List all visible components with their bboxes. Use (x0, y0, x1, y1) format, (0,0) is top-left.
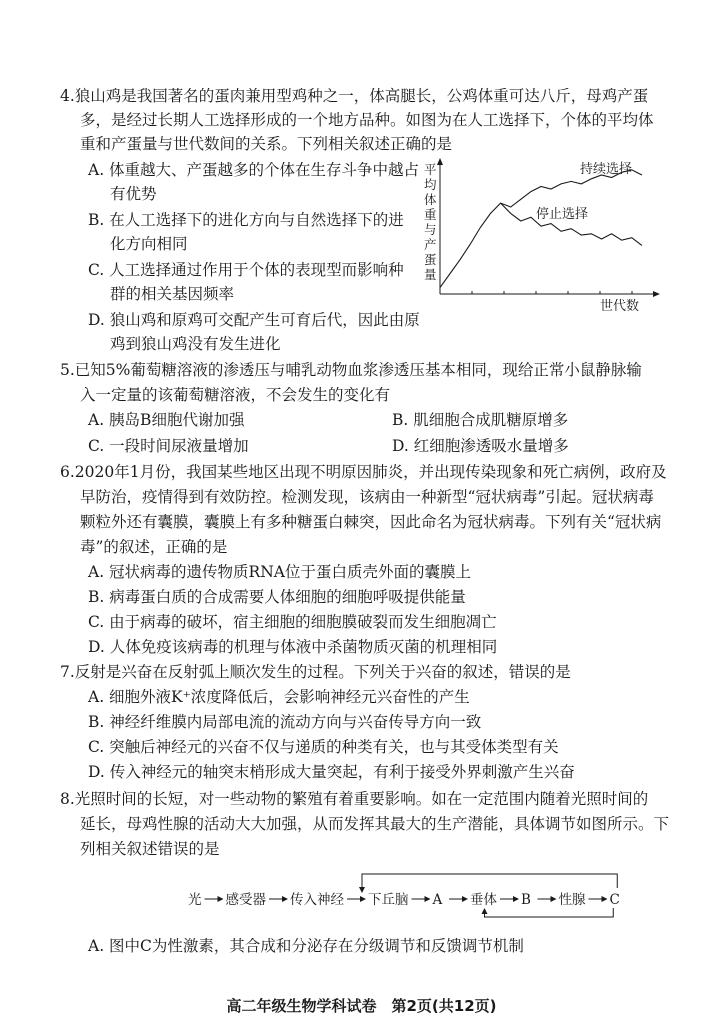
q6-option-c: C. 由于病毒的破坏，宿主细胞的细胞膜破裂而发生细胞凋亡 (88, 613, 497, 631)
q7-option-a: A. 细胞外液K⁺浓度降低后，会影响神经元兴奋性的产生 (88, 688, 470, 706)
flow-node: 下丘脑 (368, 892, 409, 908)
q5-option-b: B. 肌细胞合成肌糖原增多 (392, 411, 569, 429)
flow-node: 传入神经 (290, 892, 344, 908)
q4-stem-line-1: 4.狼山鸡是我国著名的蛋肉兼用型鸡种之一，体高腿长，公鸡体重可达八斤，母鸡产蛋 (60, 87, 649, 105)
q4-option-b-line-1: B. 在人工选择下的进化方向与自然选择下的进 (88, 211, 404, 229)
q7-option-d: D. 传入神经元的轴突末梢形成大量突起，有利于接受外界刺激产生兴奋 (88, 763, 575, 781)
flow-node: B (521, 892, 531, 908)
q7-stem: 7.反射是兴奋在反射弧上顺次发生的过程。下列关于兴奋的叙述，错误的是 (60, 663, 571, 681)
series-label-stop-selection: 停止选择 (536, 207, 589, 222)
q6-option-b: B. 病毒蛋白质的合成需要人体细胞的细胞呼吸提供能量 (88, 588, 466, 606)
q4-option-d-line-1: D. 狼山鸡和原鸡可交配产生可育后代，因此由原 (88, 311, 420, 329)
regulation-flow-diagram (186, 870, 620, 920)
q4-option-d-line-2: 鸡到狼山鸡没有发生进化 (110, 335, 281, 353)
q6-option-d: D. 人体免疫该病毒的机理与体液中杀菌物质灭菌的机理相同 (88, 638, 498, 656)
q4-option-b-line-2: 化方向相同 (110, 235, 188, 253)
chart-x-arrow (653, 291, 660, 297)
q6-stem-line-2: 早防治，疫情得到有效防控。检测发现，该病由一种新型“冠状病毒”引起。冠状病毒 (80, 488, 654, 506)
q4-option-c-line-1: C. 人工选择通过作用于个体的表现型而影响种 (88, 261, 404, 279)
q6-stem-line-4: 毒”的叙述，正确的是 (80, 538, 228, 556)
flow-node: 性腺 (558, 892, 586, 908)
chart-xlabel: 世代数 (600, 299, 640, 314)
q5-option-d: D. 红细胞渗透吸水量增多 (392, 437, 569, 455)
q8-option-a: A. 图中C为性激素，其合成和分泌存在分级调节和反馈调节机制 (88, 937, 524, 955)
weight-egg-generation-chart (420, 158, 670, 320)
feedback-arrow-to-pituitary (485, 908, 614, 917)
page-footer: 高二年级生物学科试卷 第2页(共12页) (226, 997, 497, 1015)
flow-node: 感受器 (225, 892, 266, 908)
feedback-arrow-to-hypothalamus (362, 874, 617, 892)
flow-node: A (432, 892, 443, 908)
flow-node: 光 (188, 892, 202, 908)
q4-stem-line-3: 重和产蛋量与世代数间的关系。下列相关叙述正确的是 (80, 135, 453, 153)
q7-option-b: B. 神经纤维膜内局部电流的流动方向与兴奋传导方向一致 (88, 713, 482, 731)
q4-option-a-line-2: 有优势 (110, 185, 157, 203)
q5-option-a: A. 胰岛B细胞代谢加强 (88, 411, 245, 429)
q4-stem-line-2: 多，是经过长期人工选择形成的一个地方品种。如图为在人工选择下，个体的平均体 (80, 111, 654, 129)
q4-option-a-line-1: A. 体重越大、产蛋越多的个体在生存斗争中越占 (88, 161, 420, 179)
q8-stem-line-1: 8.光照时间的长短，对一些动物的繁殖有着重要影响。如在一定范围内随着光照时间的 (60, 790, 649, 808)
q6-stem-line-1: 6.2020年1月份，我国某些地区出现不明原因肺炎，并出现传染现象和死亡病例，政府及 (60, 463, 667, 481)
chart-y-arrow (437, 158, 443, 165)
series-label-continuous-selection: 持续选择 (580, 162, 633, 177)
flow-node: 垂体 (470, 892, 497, 908)
chart-ylabel: 平均体重与产蛋量 (424, 162, 437, 282)
q7-option-c: C. 突触后神经元的兴奋不仅与递质的种类有关，也与其受体类型有关 (88, 738, 559, 756)
q5-stem-line-2: 入一定量的该葡萄糖溶液，不会发生的变化有 (80, 386, 391, 404)
series-line-continuous-selection (440, 170, 642, 288)
q5-option-c: C. 一段时间尿液量增加 (88, 437, 249, 455)
q5-stem-line-1: 5.已知5%葡萄糖溶液的渗透压与哺乳动物血浆渗透压基本相同，现给正常小鼠静脉输 (60, 361, 642, 379)
q6-stem-line-3: 颗粒外还有囊膜，囊膜上有多种糖蛋白棘突，因此命名为冠状病毒。下列有关“冠状病 (80, 513, 662, 531)
q6-option-a: A. 冠状病毒的遗传物质RNA位于蛋白质壳外面的囊膜上 (88, 563, 471, 581)
flow-node: C (609, 892, 620, 908)
q8-stem-line-3: 列相关叙述错误的是 (80, 840, 220, 858)
q8-stem-line-2: 延长，母鸡性腺的活动大大加强，从而发挥其最大的生产潜能，具体调节如图所示。下 (80, 815, 670, 833)
q4-option-c-line-2: 群的相关基因频率 (110, 285, 235, 303)
